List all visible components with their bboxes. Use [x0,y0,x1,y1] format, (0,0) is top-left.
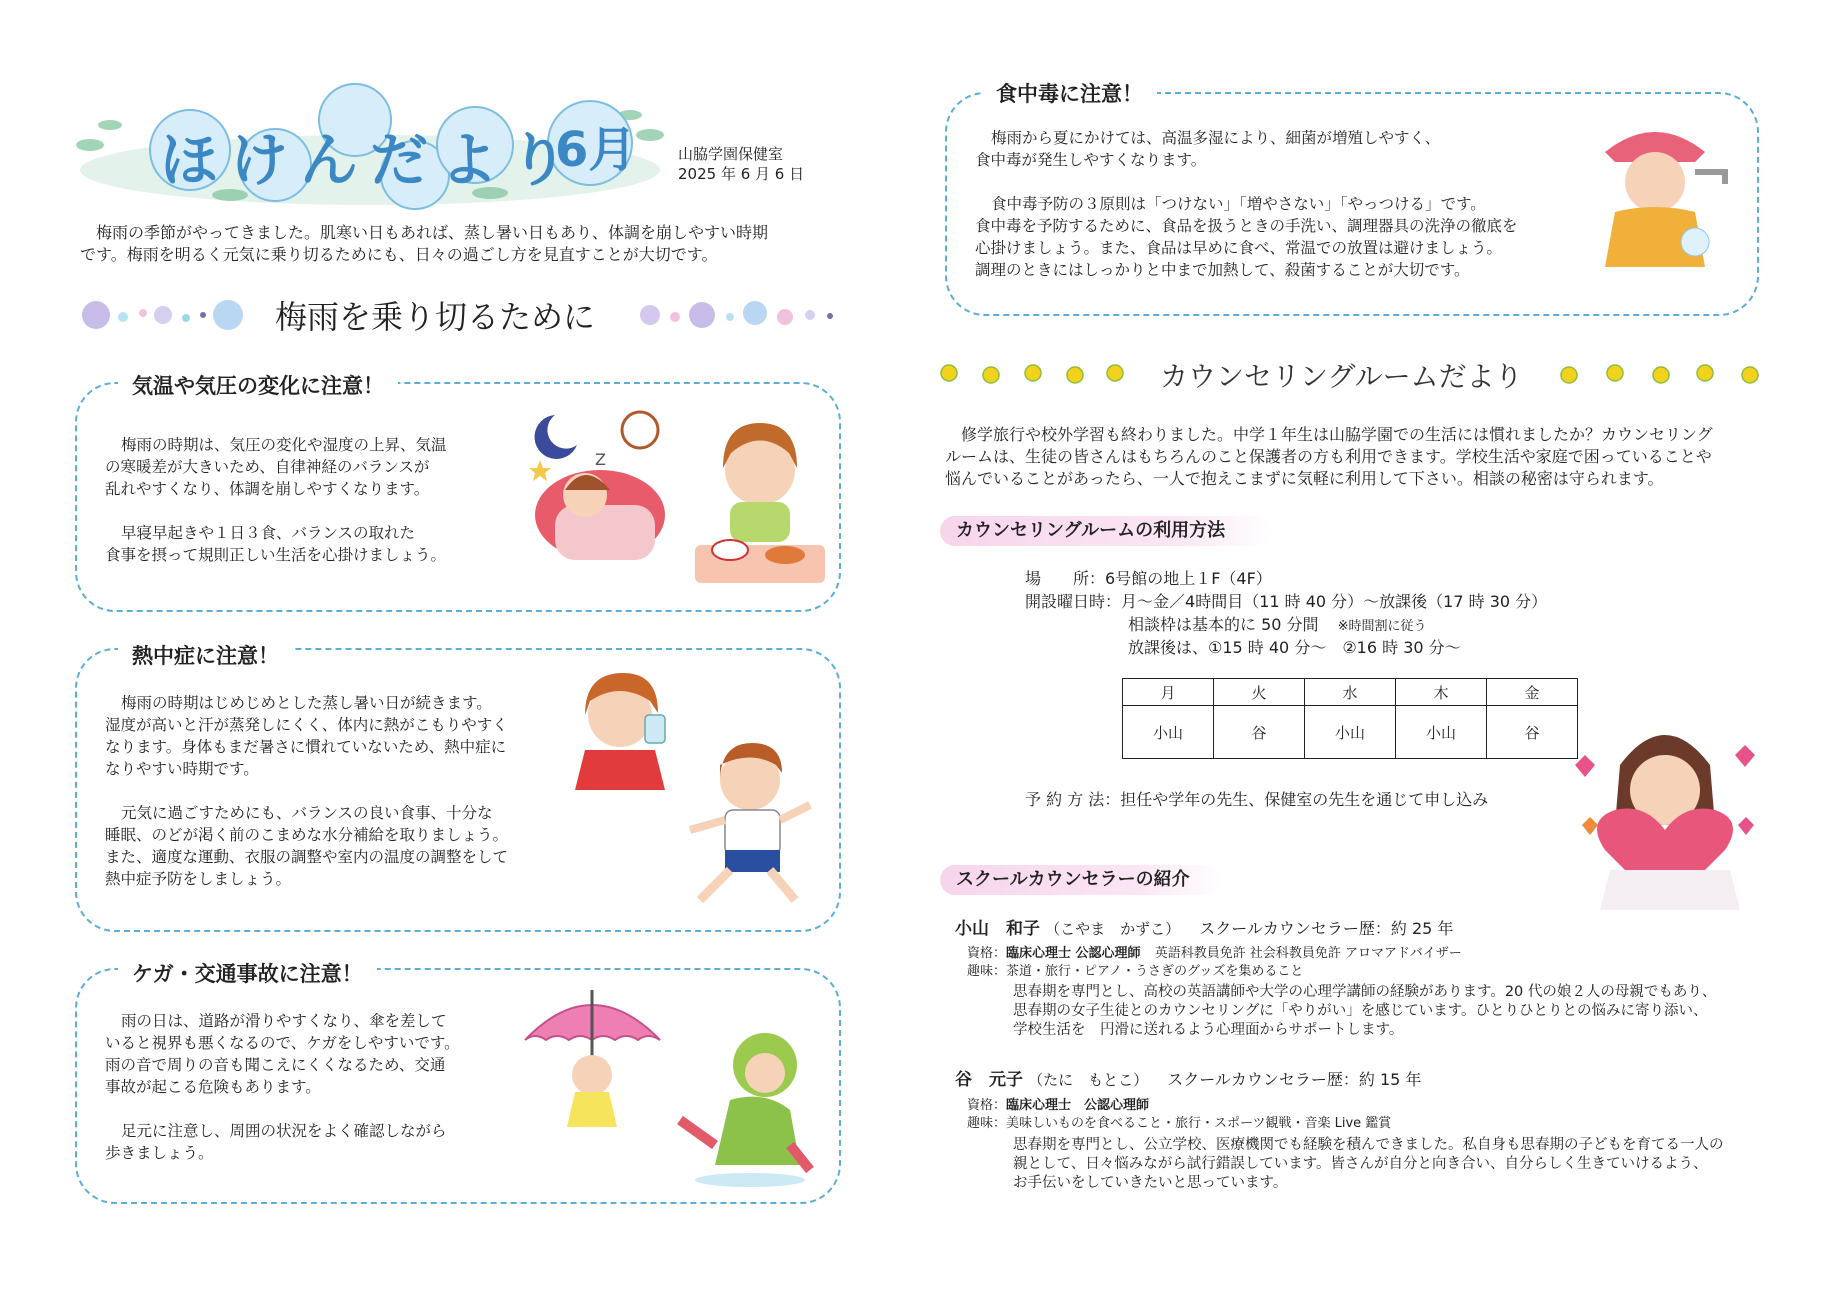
qual-label: 資格： [967,1098,1007,1113]
text-line: なりやすい時期です。 [105,760,259,778]
place-value: 6号館の地上１F（4F） [1105,569,1272,588]
counselor-tani-bio [1013,1136,1724,1193]
text-line: 食中毒予防の３原則は「つけない」「増やさない」「やっつける」です。 [991,195,1486,213]
umbrella-girl-illustration [520,980,665,1140]
text-line: 梅雨の時期はじめじめとした蒸し暑い日が続きます。 [121,694,492,712]
text-line: 食中毒が発生しやすくなります。 [975,151,1207,169]
logo-month: 6月 [555,122,637,178]
intro-text [80,222,768,266]
text-line: 悩んでいることがあったら、一人で抱えこまずに気軽に利用して下さい。相談の秘密は守られます。 [945,469,1664,488]
text-line: 梅雨の時期は、気圧の変化や湿度の上昇、気温 [121,436,447,454]
hours-label: 開設曜日時： [1025,592,1122,611]
schedule-table [1122,678,1578,759]
text-line: ルームは、生徒の皆さんはもちろんのこと保護者の方も利用できます。学校生活や家庭で困っていることや [945,447,1712,466]
handwashing-girl-illustration [1585,112,1735,277]
text-line: 雨の日は、道路が滑りやすくなり、傘を差して [121,1012,447,1030]
counselor-tani-hobby [967,1112,1391,1131]
counselor-koyama [955,914,1453,939]
food-poisoning-text [975,127,1518,281]
schedule-counselor: 谷 [1487,706,1578,759]
heart-hug-girl-illustration [1570,725,1760,915]
temperature-box-title: 気温や気圧の変化に注意！ [118,370,398,400]
qual-label: 資格： [967,946,1007,961]
counselor-tani [955,1065,1421,1090]
counselor-koyama-qual [967,942,1462,961]
schedule-counselor: 谷 [1214,706,1305,759]
slot-note-small: ※時間割に従う [1337,619,1427,634]
slot-note-text: 相談枠は基本的に 50 分間 [1128,615,1319,634]
text-line: 食中毒を予防するために、食品を扱うときの手洗い、調理器具の洗浄の徹底を [975,217,1518,235]
schedule-counselor: 小山 [1396,706,1487,759]
flowers-left-decoration [935,357,1125,393]
temperature-text [105,434,447,566]
reserve-label: 予 約 方 法： [1025,790,1121,809]
svg-text:Z: Z [595,450,606,469]
counselor-reading: （たに もとこ） [1028,1071,1149,1089]
usage-hours [1025,589,1547,612]
text-line: いると視界も悪くなるので、ケガをしやすいです。 [105,1034,460,1052]
text-line: 歩きましょう。 [105,1144,214,1162]
dots-right-decoration [630,295,850,335]
place-label: 場 所： [1025,569,1106,588]
header-logo [70,75,670,210]
counseling-intro [945,424,1713,490]
text-line: 思春期を専門とし、高校の英語講師や大学の心理学講師の経験があります。20 代の娘２人の母親でもあり、 [1013,984,1717,1000]
text-line: また、適度な運動、衣服の調整や室内の温度の調整をして [105,848,509,866]
sleeping-girl-illustration [525,400,675,575]
schedule-counselor: 小山 [1123,706,1214,759]
usage-heading: カウンセリングルームの利用方法 [940,516,1272,546]
text-line: 調理のときにはしっかりと中まで加熱して、殺菌することが大切です。 [975,261,1470,279]
text-line: 梅雨から夏にかけては、高温多湿により、細菌が増殖しやすく、 [991,129,1441,147]
running-girl-illustration [670,740,820,910]
text-line: 睡眠、のどが渇く前のこまめな水分補給を取りましょう。 [105,826,509,844]
injury-box-title: ケガ・交通事故に注意！ [118,958,377,988]
intro-line: 梅雨の季節がやってきました。肌寒い日もあれば、蒸し暑い日もあり、体調を崩しやすい時期 [96,223,769,242]
breakfast-girl-illustration [685,420,835,590]
section-heading: 梅雨を乗り切るために [275,298,596,336]
counseling-heading: カウンセリングルームだより [1160,360,1523,393]
schedule-days-row [1123,679,1578,706]
flowers-right-decoration [1555,357,1765,393]
text-line: の寒暖差が大きいため、自律神経のバランスが [105,458,430,476]
heatstroke-text [105,692,508,890]
counselor-koyama-bio [1013,983,1716,1040]
counselor-name: 小山 和子 [955,919,1040,939]
text-line: 足元に注意し、周囲の状況をよく確認しながら [121,1122,447,1140]
hobby-value: 茶道・旅行・ピアノ・うさぎのグッズを集めること [1006,964,1304,979]
text-line: お手伝いをしていきたいと思っています。 [1013,1175,1288,1191]
text-line: 思春期の女子生徒とのカウンセリングに「やりがい」を感じています。ひとりひとりとの悩みに寄り添い、 [1013,1003,1708,1019]
after-school-times: 放課後は、①15 時 40 分～ ②16 時 30 分～ [1128,638,1461,657]
school-name: 山脇学園保健室 [678,145,784,163]
counselor-koyama-hobby [967,960,1303,979]
text-line: 乱れやすくなり、体調を崩しやすくなります。 [105,480,430,498]
food-poisoning-box-title: 食中毒に注意！ [982,78,1157,108]
text-line: 早寝早起きや１日３食、バランスの取れた [121,524,416,542]
text-line: なります。身体もまだ暑さに慣れていないため、熱中症に [105,738,507,756]
text-line: 修学旅行や校外学習も終わりました。中学１年生は山脇学園での生活には慣れましたか？カウンセリング [961,425,1713,444]
usage-place [1025,566,1272,589]
slipping-child-illustration [670,1025,820,1190]
hours-value: 月～金／4時間目（11 時 40 分）～放課後（17 時 30 分） [1121,592,1548,611]
counselor-name: 谷 元子 [955,1070,1023,1090]
reserve-value: 担任や学年の先生、保健室の先生を通じて申し込み [1120,790,1489,809]
heatstroke-box-title: 熱中症に注意！ [118,640,293,670]
injury-text [105,1010,460,1164]
schedule-day: 金 [1487,679,1578,706]
text-line: 心掛けましょう。また、食品は早めに食べ、常温での放置は避けましょう。 [975,239,1503,257]
counselor-career: スクールカウンセラー歴：約 25 年 [1199,919,1454,938]
text-line: 雨の音で周りの音も聞こえにくくなるため、交通 [105,1056,446,1074]
text-line: 思春期を専門とし、公立学校、医療機関でも経験を積んできました。私自身も思春期の子どもを育てる一人の [1013,1137,1724,1153]
qual-bold: 臨床心理士 公認心理師 [1006,946,1141,961]
counselor-career: スクールカウンセラー歴：約 15 年 [1167,1070,1422,1089]
text-line: 親として、日々悩みながら試行錯誤しています。皆さんが自分と向き合い、自分らしく生きていけるよう、 [1013,1156,1708,1172]
text-line: 学校生活を 円滑に送れるよう心理面からサポートします。 [1013,1022,1404,1038]
text-line: 食事を摂って規則正しい生活を心掛けましょう。 [105,546,447,564]
slot-note [1128,612,1427,635]
schedule-day: 水 [1305,679,1396,706]
text-line: 元気に過ごすためにも、バランスの良い食事、十分な [121,804,493,822]
intro-line: です。梅雨を明るく元気に乗り切るためにも、日々の過ごし方を見直すことが大切です。 [80,245,718,264]
issue-date: 2025 年 6 月 6 日 [678,165,805,183]
counselor-intro-heading: スクールカウンセラーの紹介 [940,865,1222,895]
dots-left-decoration [78,295,258,335]
hobby-value: 美味しいものを食べること・旅行・スポーツ観戦・音楽 Live 鑑賞 [1006,1116,1392,1131]
text-line: 事故が起こる危険もあります。 [105,1078,321,1096]
schedule-day: 火 [1214,679,1305,706]
counselor-tani-qual [967,1094,1149,1113]
text-line: 熱中症予防をしましょう。 [105,870,292,888]
drinking-girl-illustration [560,665,680,795]
qual-rest: 英語科教員免許 社会科教員免許 アロマアドバイザー [1154,946,1462,961]
schedule-day: 木 [1396,679,1487,706]
logo-title: ほけんだより [160,126,581,194]
hobby-label: 趣味： [967,964,1007,979]
schedule-day: 月 [1123,679,1214,706]
qual-bold: 臨床心理士 公認心理師 [1006,1098,1150,1113]
text-line: 湿度が高いと汗が蒸発しにくく、体内に熱がこもりやすく [105,716,508,734]
counselor-reading: （こやま かずこ） [1045,920,1181,938]
hobby-label: 趣味： [967,1116,1007,1131]
schedule-counselor: 小山 [1305,706,1396,759]
schedule-counselor-row [1123,706,1578,759]
reservation-method [1025,787,1488,810]
